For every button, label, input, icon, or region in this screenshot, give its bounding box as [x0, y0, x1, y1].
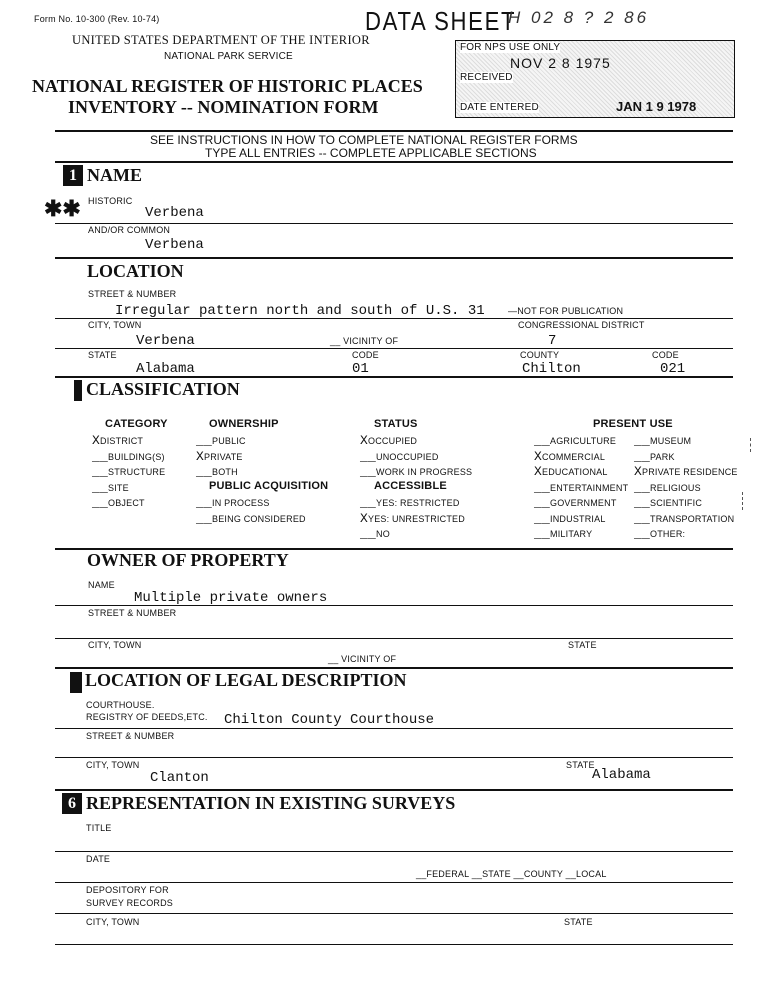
common-value: Verbena	[145, 237, 204, 253]
rule	[55, 667, 733, 669]
street-label: STREET & NUMBER	[88, 289, 177, 299]
status-work-in-progress: __WORK IN PROGRESS	[360, 464, 473, 479]
margin-mark	[742, 492, 743, 510]
state-code-value: 01	[352, 361, 369, 377]
use-park: __PARK	[634, 448, 675, 464]
ownership-private: XPRIVATE	[196, 448, 243, 464]
state-value: Alabama	[136, 361, 195, 377]
depository-label-1: DEPOSITORY FOR	[86, 885, 169, 895]
owner-state-label: STATE	[568, 640, 597, 650]
not-for-publication: —NOT FOR PUBLICATION	[508, 306, 624, 316]
instructions-1: SEE INSTRUCTIONS IN HOW TO COMPLETE NATIONAL REGISTER FORMS	[150, 133, 578, 147]
use-scientific: __SCIENTIFIC	[634, 495, 703, 510]
accessible-no: __NO	[360, 526, 390, 541]
use-commercial: XCOMMERCIAL	[534, 448, 606, 464]
rule	[55, 605, 733, 606]
use-religious: __RELIGIOUS	[634, 479, 701, 495]
date-entered: JAN 1 9 1978	[616, 99, 697, 114]
section-heading-location: LOCATION	[87, 261, 184, 281]
county-value: Chilton	[522, 361, 581, 377]
category-title: CATEGORY	[105, 418, 168, 430]
category-list	[92, 433, 165, 511]
category-structure: __STRUCTURE	[92, 464, 166, 479]
county-code-value: 021	[660, 361, 686, 377]
received-label: RECEIVED	[460, 72, 513, 83]
ownership-both: __BOTH	[196, 464, 238, 479]
city-label: CITY, TOWN	[88, 320, 142, 330]
county-label: COUNTY	[520, 350, 560, 360]
acquisition-in-process: __IN PROCESS	[196, 495, 270, 510]
owner-name-value: Multiple private owners	[134, 590, 328, 606]
present-use-title: PRESENT USE	[593, 418, 673, 430]
courthouse-label-1: COURTHOUSE.	[86, 700, 155, 710]
handwritten-id: H 02 8 ? 2 86	[508, 8, 650, 27]
section-heading-classification: CLASSIFICATION	[86, 379, 240, 399]
use-private-residence: XPRIVATE RESIDENCE	[634, 464, 738, 479]
acquisition-being-considered: __BEING CONSIDERED	[196, 510, 306, 526]
acquisition-title: PUBLIC ACQUISITION	[209, 480, 329, 492]
rule	[55, 851, 733, 852]
accessible-restricted: __YES: RESTRICTED	[360, 495, 460, 510]
rule	[55, 161, 733, 163]
ownership-public: __PUBLIC	[196, 433, 246, 448]
code-label: CODE	[352, 350, 379, 360]
rule	[55, 223, 733, 224]
use-government: __GOVERNMENT	[534, 495, 617, 510]
margin-mark	[750, 438, 751, 452]
common-label: AND/OR COMMON	[88, 225, 171, 235]
use-military: __MILITARY	[534, 526, 593, 541]
owner-city-label: CITY, TOWN	[88, 640, 142, 650]
district-value: 7	[548, 333, 557, 349]
district-label: CONGRESSIONAL DISTRICT	[518, 320, 645, 330]
survey-date-label: DATE	[86, 854, 111, 864]
ownership-list	[196, 433, 246, 480]
present-use-col2	[634, 433, 738, 542]
state-label: STATE	[88, 350, 117, 360]
form-title-1: NATIONAL REGISTER OF HISTORIC PLACES	[32, 76, 423, 96]
use-museum: __MUSEUM	[634, 433, 692, 448]
status-title: STATUS	[374, 418, 418, 430]
owner-street-label: STREET & NUMBER	[88, 608, 177, 618]
rule	[55, 728, 733, 729]
legal-city-value: Clanton	[150, 770, 209, 786]
legal-state-value: Alabama	[592, 767, 651, 783]
rule	[55, 757, 733, 758]
instructions-2: TYPE ALL ENTRIES -- COMPLETE APPLICABLE SECTIONS	[205, 146, 537, 160]
status-unoccupied: __UNOCCUPIED	[360, 448, 439, 464]
rule	[55, 638, 733, 639]
use-transportation: __TRANSPORTATION	[634, 510, 735, 526]
acquisition-list	[196, 495, 306, 526]
nps-use-box	[455, 40, 735, 118]
accessible-unrestricted: XYES: UNRESTRICTED	[360, 510, 465, 526]
rule	[55, 318, 733, 319]
received-date: NOV 2 8 1975	[510, 55, 611, 71]
rule	[55, 130, 733, 132]
ownership-title: OWNERSHIP	[209, 418, 279, 430]
use-other: __OTHER:	[634, 526, 686, 541]
rule	[55, 944, 733, 945]
section-heading-surveys: REPRESENTATION IN EXISTING SURVEYS	[86, 793, 456, 813]
use-educational: XEDUCATIONAL	[534, 464, 608, 479]
section-heading-legal: LOCATION OF LEGAL DESCRIPTION	[85, 670, 407, 690]
status-occupied: XOCCUPIED	[360, 433, 418, 448]
courthouse-label-2: REGISTRY OF DEEDS,ETC.	[86, 712, 208, 722]
use-industrial: __INDUSTRIAL	[534, 510, 606, 526]
accessible-list	[360, 495, 465, 542]
rule	[55, 913, 733, 914]
category-buildings: __BUILDING(S)	[92, 448, 165, 464]
owner-name-label: NAME	[88, 580, 115, 590]
date-entered-label: DATE ENTERED	[460, 102, 539, 113]
historic-label: HISTORIC	[88, 196, 133, 206]
nps-label: FOR NPS USE ONLY	[460, 42, 561, 53]
form-title-2: INVENTORY -- NOMINATION FORM	[68, 97, 379, 117]
section-number: 6	[62, 793, 82, 814]
accessible-title: ACCESSIBLE	[374, 480, 447, 492]
category-district: XDISTRICT	[92, 433, 144, 448]
legal-city-label: CITY, TOWN	[86, 760, 140, 770]
section-heading-name: NAME	[87, 165, 142, 185]
section-number: 1	[63, 165, 83, 186]
city-value: Verbena	[136, 333, 195, 349]
survey-city-label: CITY, TOWN	[86, 917, 140, 927]
owner-vicinity-label: __ VICINITY OF	[328, 654, 397, 664]
section-heading-owner: OWNER OF PROPERTY	[87, 550, 289, 570]
survey-state-label: STATE	[564, 917, 593, 927]
section-number	[74, 380, 82, 401]
service: NATIONAL PARK SERVICE	[164, 51, 293, 62]
rule	[55, 257, 733, 259]
use-agriculture: __AGRICULTURE	[534, 433, 617, 448]
rule	[55, 882, 733, 883]
category-object: __OBJECT	[92, 495, 145, 510]
legal-state-label: STATE	[566, 760, 595, 770]
survey-levels: __FEDERAL __STATE __COUNTY __LOCAL	[416, 869, 607, 879]
depository-label-2: SURVEY RECORDS	[86, 898, 173, 908]
rule	[55, 789, 733, 791]
historic-value: Verbena	[145, 205, 204, 221]
department: UNITED STATES DEPARTMENT OF THE INTERIOR	[72, 33, 370, 47]
county-code-label: CODE	[652, 350, 679, 360]
rule	[55, 348, 733, 349]
rule	[55, 376, 733, 378]
asterisk-marks: ✱✱	[44, 196, 81, 221]
present-use-col1	[534, 433, 628, 542]
survey-title-label: TITLE	[86, 823, 112, 833]
data-sheet-stamp: DATA SHEET	[365, 6, 517, 36]
form-number: Form No. 10-300 (Rev. 10-74)	[34, 14, 160, 24]
use-entertainment: __ENTERTAINMENT	[534, 479, 629, 495]
category-site: __SITE	[92, 479, 129, 495]
courthouse-value: Chilton County Courthouse	[224, 712, 435, 728]
street-value: Irregular pattern north and south of U.S. 31	[115, 303, 485, 319]
section-number	[70, 672, 82, 693]
status-list	[360, 433, 472, 480]
vicinity-label: __ VICINITY OF	[330, 336, 399, 346]
legal-street-label: STREET & NUMBER	[86, 731, 175, 741]
